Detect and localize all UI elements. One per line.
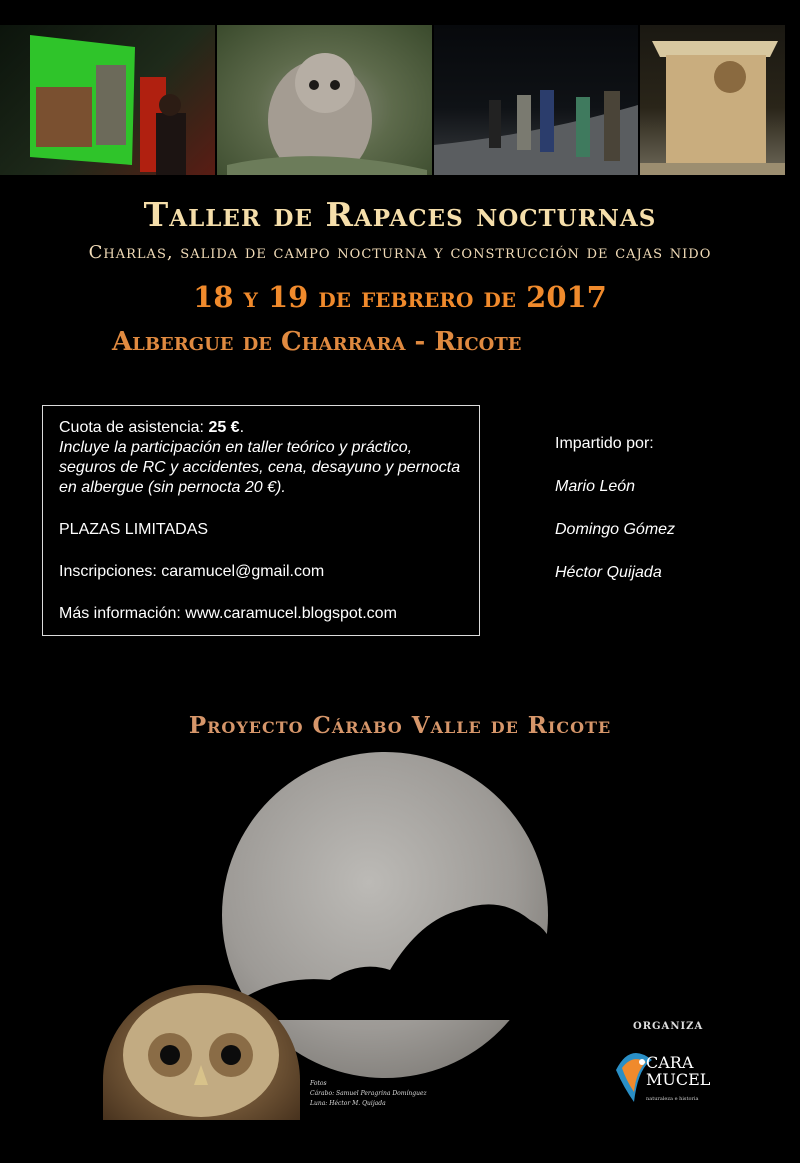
night-walk-photo	[434, 25, 638, 175]
event-location: Albergue de Charrara - Ricote	[112, 327, 522, 357]
registration-email: Inscripciones: caramucel@gmail.com	[59, 563, 325, 580]
event-title: Taller de Rapaces nocturnas	[143, 195, 657, 234]
credits-owl: Cárabo: Samuel Peragrina Domínguez	[310, 1090, 427, 1097]
speakers-label: Impartido por:	[555, 435, 654, 452]
speakers-list	[555, 434, 675, 606]
fee-label: Cuota de asistencia:	[59, 419, 204, 436]
organizer-label: ORGANIZA	[633, 1021, 704, 1032]
credits-heading: Fotos	[310, 1080, 327, 1087]
fee-line	[59, 418, 463, 438]
speaker-name: Domingo Gómez	[555, 521, 676, 538]
fee-includes: Incluye la participación en taller teórico y práctico, seguros de RC y accidentes, cena, desayuno y pernocta en albergue (sin pernocta 20 €).	[59, 439, 461, 496]
photo-credits	[310, 1079, 427, 1109]
logo-tagline: naturaleza e historia	[646, 1096, 699, 1102]
event-subtitle: Charlas, salida de campo nocturna y construcción de cajas nido	[88, 242, 712, 263]
event-dates: 18 y 19 de febrero de 2017	[193, 280, 607, 314]
organizer-logo	[612, 1040, 722, 1112]
nest-box-photo	[640, 25, 785, 175]
info-box	[42, 405, 480, 636]
credits-moon: Luna: Héctor M. Quijada	[310, 1100, 386, 1107]
project-title: Proyecto Cárabo Valle de Ricote	[188, 712, 612, 739]
more-info-link: Más información: www.caramucel.blogspot.com	[59, 605, 397, 622]
fee-value: 25 €	[208, 419, 240, 436]
speaker-name: Héctor Quijada	[555, 564, 662, 581]
owl-photo	[217, 25, 432, 175]
limited-places: PLAZAS LIMITADAS	[59, 521, 209, 538]
logo-text: CARA MUCEL	[646, 1053, 711, 1089]
fee-suffix: .	[239, 419, 245, 436]
talk-photo	[0, 25, 215, 175]
speaker-name: Mario León	[555, 478, 636, 495]
